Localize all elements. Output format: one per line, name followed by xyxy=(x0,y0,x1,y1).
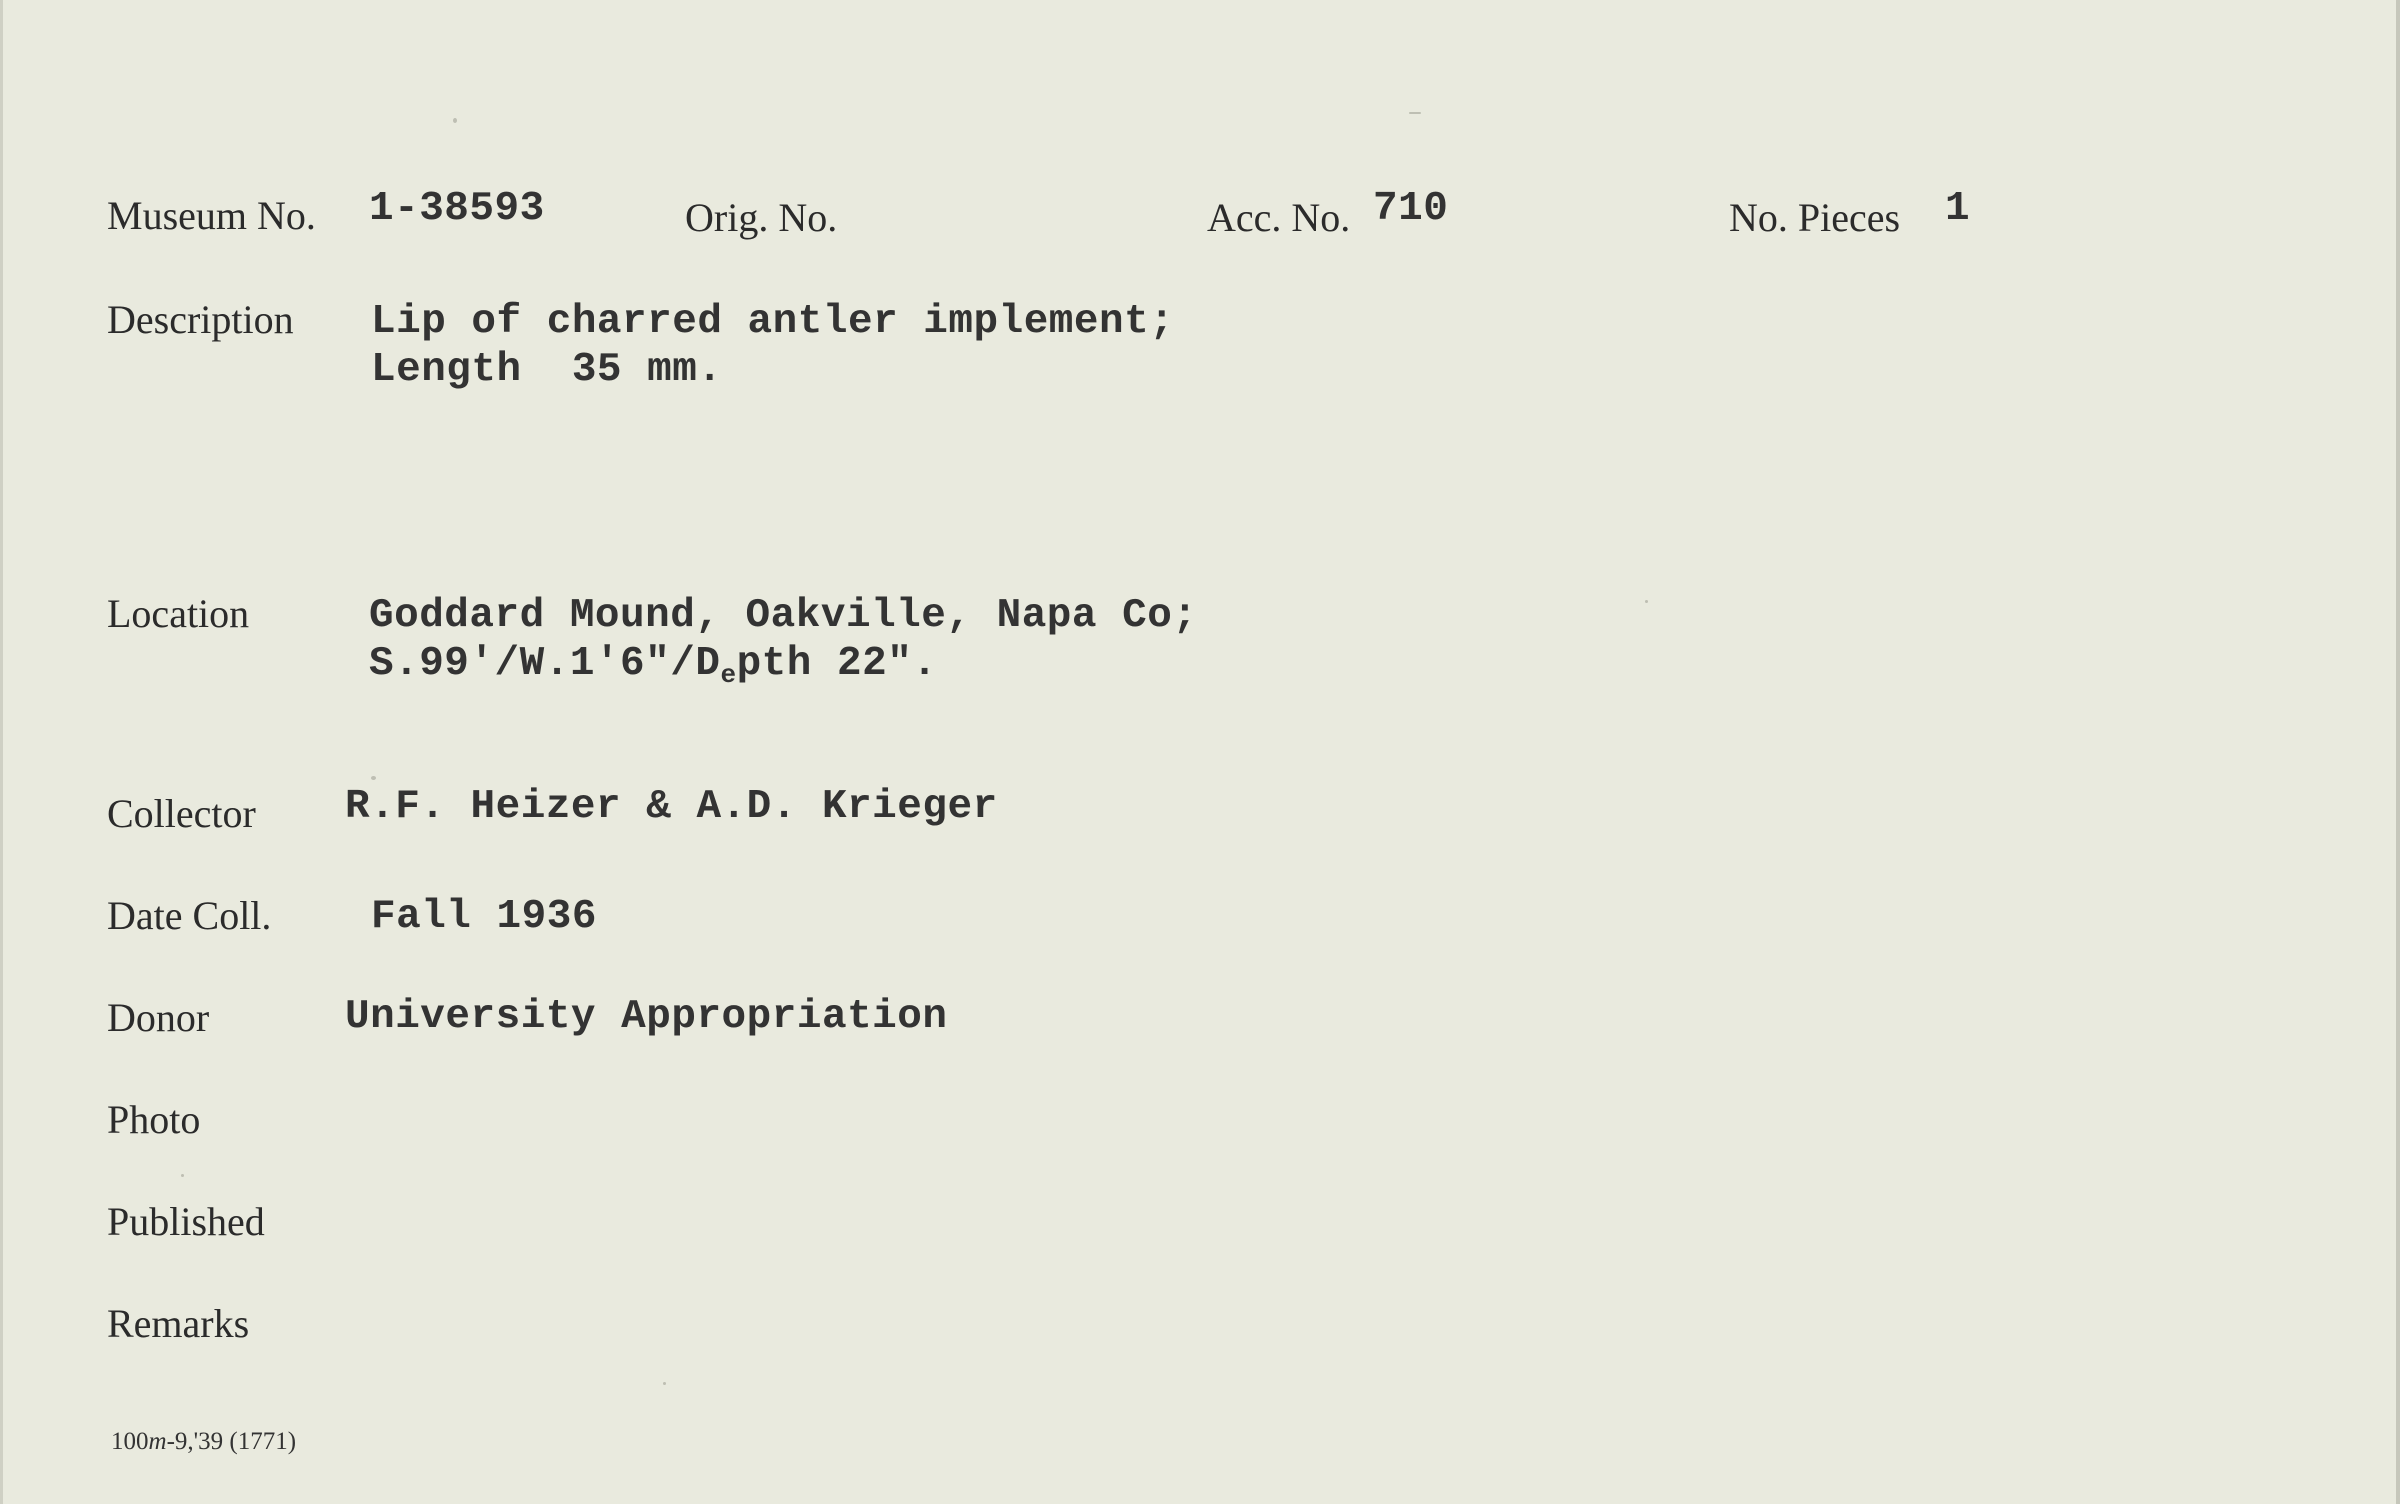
description-label: Description xyxy=(107,297,294,342)
museum-no-value: 1-38593 xyxy=(369,186,545,232)
location-line-1: Goddard Mound, Oakville, Napa Co; xyxy=(369,593,1198,639)
location-line-2-subscript: e xyxy=(720,660,737,690)
collector-value: R.F. Heizer & A.D. Krieger xyxy=(345,784,998,830)
no-pieces-label: No. Pieces xyxy=(1729,195,1901,240)
paper-speck xyxy=(371,776,376,780)
date-coll-value: Fall 1936 xyxy=(371,894,597,940)
form-code-end: -9,'39 (1771) xyxy=(166,1428,297,1455)
museum-no-label: Museum No. xyxy=(107,193,316,238)
paper-speck xyxy=(1645,600,1648,603)
acc-no-label: Acc. No. xyxy=(1207,195,1351,240)
paper-speck xyxy=(181,1174,184,1177)
donor-label: Donor xyxy=(107,995,210,1040)
no-pieces-value: 1 xyxy=(1945,186,1971,232)
location-line-2-end: pth 22". xyxy=(736,641,938,687)
donor-value: University Appropriation xyxy=(345,994,948,1040)
collector-label: Collector xyxy=(107,791,256,836)
location-line-2 xyxy=(369,640,1197,699)
photo-label: Photo xyxy=(107,1097,201,1142)
location-value xyxy=(369,592,1197,699)
description-line-2: Length 35 mm. xyxy=(371,347,723,393)
form-code xyxy=(111,1428,296,1456)
paper-speck xyxy=(453,118,457,123)
acc-no-value: 710 xyxy=(1373,186,1449,232)
description-line-1: Lip of charred antler implement; xyxy=(371,299,1175,345)
location-line-2-start: S.99'/W.1'6"/D xyxy=(369,641,721,687)
date-coll-label: Date Coll. xyxy=(107,893,272,938)
orig-no-label: Orig. No. xyxy=(685,195,838,240)
paper-speck xyxy=(1409,112,1421,114)
location-label: Location xyxy=(107,591,250,636)
remarks-label: Remarks xyxy=(107,1301,250,1346)
form-code-italic: m xyxy=(148,1428,167,1455)
published-label: Published xyxy=(107,1199,265,1244)
paper-speck xyxy=(663,1382,666,1385)
description-value xyxy=(371,298,1174,394)
form-code-start: 100 xyxy=(111,1428,149,1455)
